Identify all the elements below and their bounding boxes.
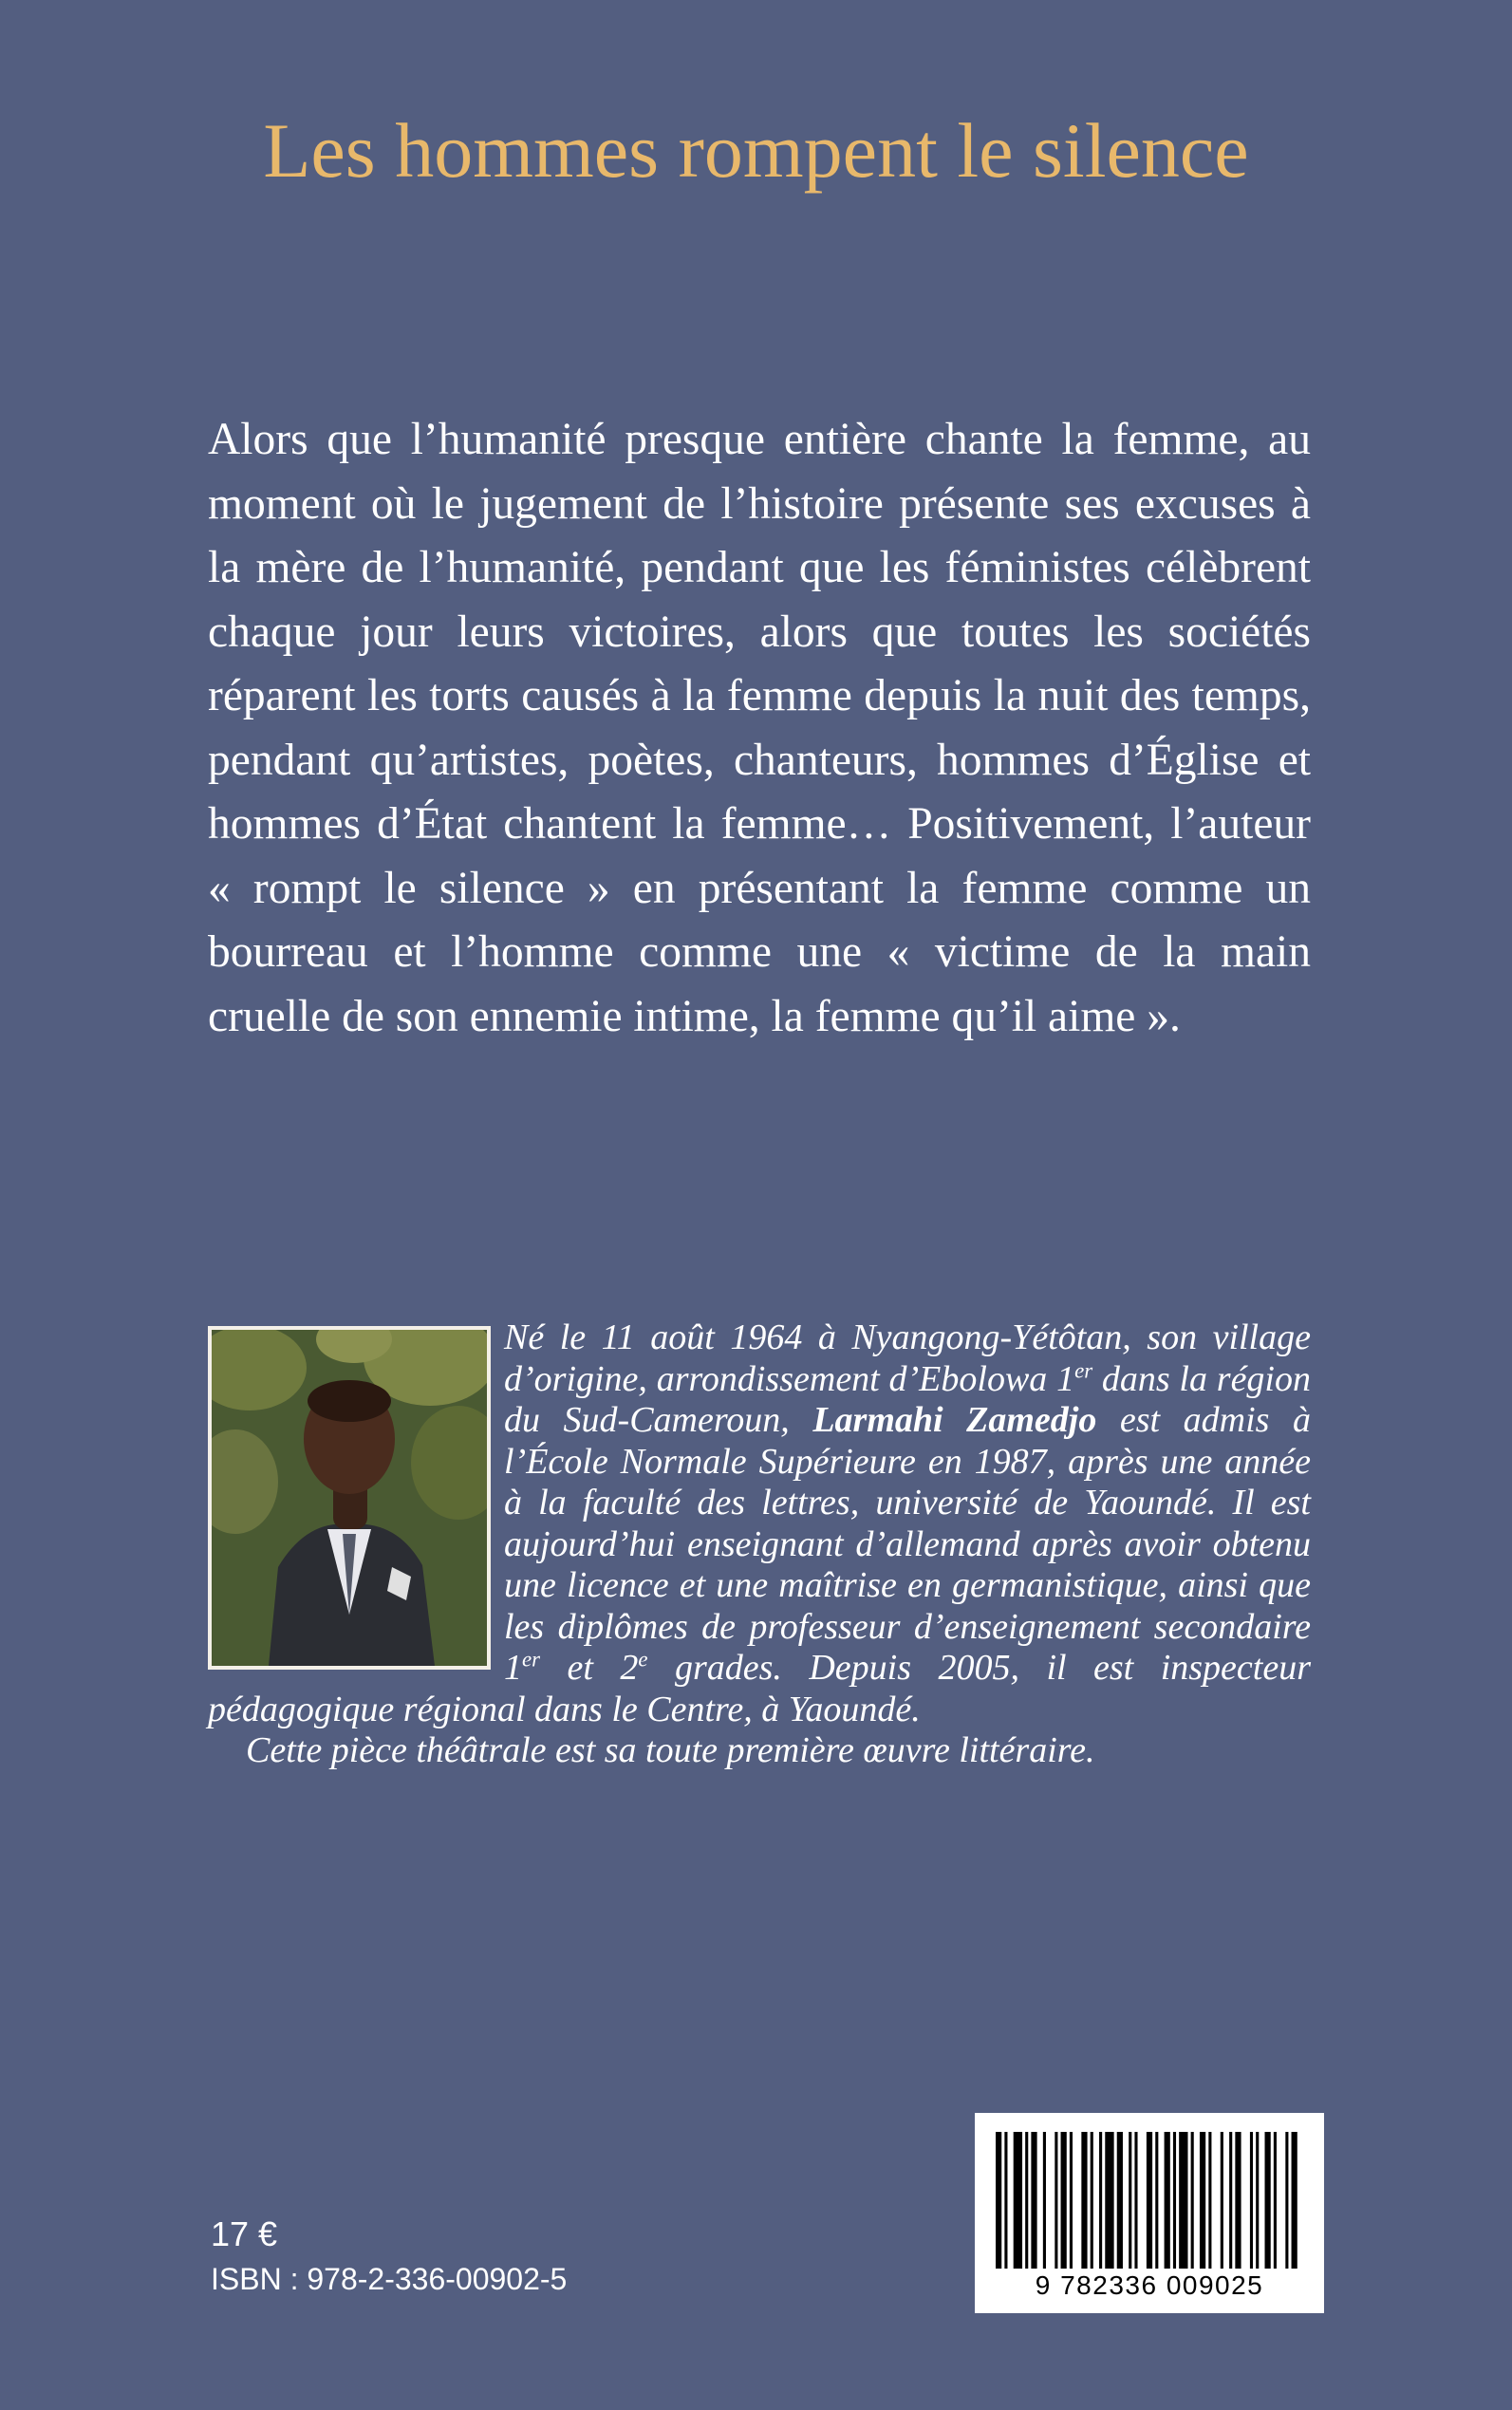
barcode-bar	[1129, 2132, 1131, 2269]
barcode-bar	[1134, 2132, 1137, 2269]
barcode	[975, 2113, 1324, 2313]
barcode-bar	[1221, 2132, 1223, 2269]
bio-text-part5: grades. Depuis 2005, il est inspecteur pédagogique régional dans le Centre, à Yaoundé.	[208, 1648, 1311, 1729]
barcode-bar	[1229, 2132, 1232, 2269]
bio-text-part2: dans la région du Sud-Cameroun,	[504, 1358, 1311, 1440]
barcode-digits: 9 782336 009025	[1035, 2270, 1264, 2300]
barcode-bar	[1043, 2132, 1046, 2269]
barcode-bars	[996, 2132, 1303, 2269]
isbn: ISBN : 978-2-336-00902-5	[211, 2262, 568, 2296]
barcode-bar	[1070, 2132, 1073, 2269]
bio-closing: Cette pièce théâtrale est sa toute première œuvre littéraire.	[246, 1730, 1095, 1770]
barcode-bar	[1165, 2132, 1170, 2269]
book-title: Les hommes rompent le silence	[263, 107, 1249, 194]
barcode-bar	[1031, 2132, 1036, 2269]
photo-spacer	[208, 1317, 504, 1665]
author-name: Larmahi Zamedjo	[812, 1400, 1097, 1440]
barcode-bar	[1250, 2132, 1253, 2269]
barcode-bar	[996, 2132, 1001, 2269]
barcode-bar	[1155, 2132, 1158, 2269]
barcode-bar	[1285, 2132, 1288, 2269]
blurb-text: Alors que l’humanité presque entière chante la femme, au moment où le jugement de l’histoire présente ses excuses à la mère de l’humanité, pendant que les féministes célèbrent chaque jour leurs victoires, alors que toutes les sociétés réparent les torts causés à la femme depuis la nuit des temps, pendant qu’artistes, poètes, chanteurs, hommes d’Église et hommes d’État chantent la femme… Positivement, l’auteur « rompt le silence » en présentant la femme comme un bourreau et l’homme comme une « victime de la main cruelle de son ennemie intime, la femme qu’il aime ».	[208, 415, 1311, 1041]
barcode-bar	[1099, 2132, 1102, 2269]
barcode-bar	[1055, 2132, 1057, 2269]
barcode-bar	[1256, 2132, 1259, 2269]
bio-text-part4: et 2	[540, 1648, 639, 1688]
barcode-bar	[1081, 2132, 1087, 2269]
barcode-bar	[1191, 2132, 1194, 2269]
barcode-bar	[1105, 2132, 1113, 2269]
barcode-bar	[1179, 2132, 1187, 2269]
barcode-bar	[1117, 2132, 1123, 2269]
barcode-bar	[1004, 2132, 1007, 2269]
barcode-bar	[1292, 2132, 1297, 2269]
author-bio	[208, 1317, 1311, 1772]
bio-superscript: e	[638, 1647, 648, 1672]
barcode-bar	[1173, 2132, 1176, 2269]
barcode-bar	[1274, 2132, 1277, 2269]
barcode-bar	[1061, 2132, 1067, 2269]
bio-superscript: er	[1074, 1357, 1093, 1382]
barcode-bar	[1200, 2132, 1205, 2269]
bio-superscript: er	[522, 1647, 540, 1672]
barcode-bar	[1208, 2132, 1211, 2269]
barcode-bar	[1147, 2132, 1152, 2269]
price: 17 €	[211, 2214, 278, 2253]
barcode-bar	[1025, 2132, 1028, 2269]
barcode-bar	[1091, 2132, 1093, 2269]
bio-text-part3: est admis à l’École Normale Supérieure en 1987, après une année à la faculté des lettres, université de Yaoundé. Il est aujourd’hui enseignant d’allemand après avoir obtenu une licence et une maîtrise en germanistique, ainsi que les diplômes de professeur d’enseignement secondaire 1	[504, 1400, 1312, 1688]
barcode-bar	[1265, 2132, 1271, 2269]
barcode-bar	[1014, 2132, 1022, 2269]
barcode-bar	[1235, 2132, 1241, 2269]
bio-text-part1: Né le 11 août 1964 à Nyangong-Yétôtan, son village d’origine, arrondissement d’Ebolowa 1	[504, 1317, 1311, 1399]
